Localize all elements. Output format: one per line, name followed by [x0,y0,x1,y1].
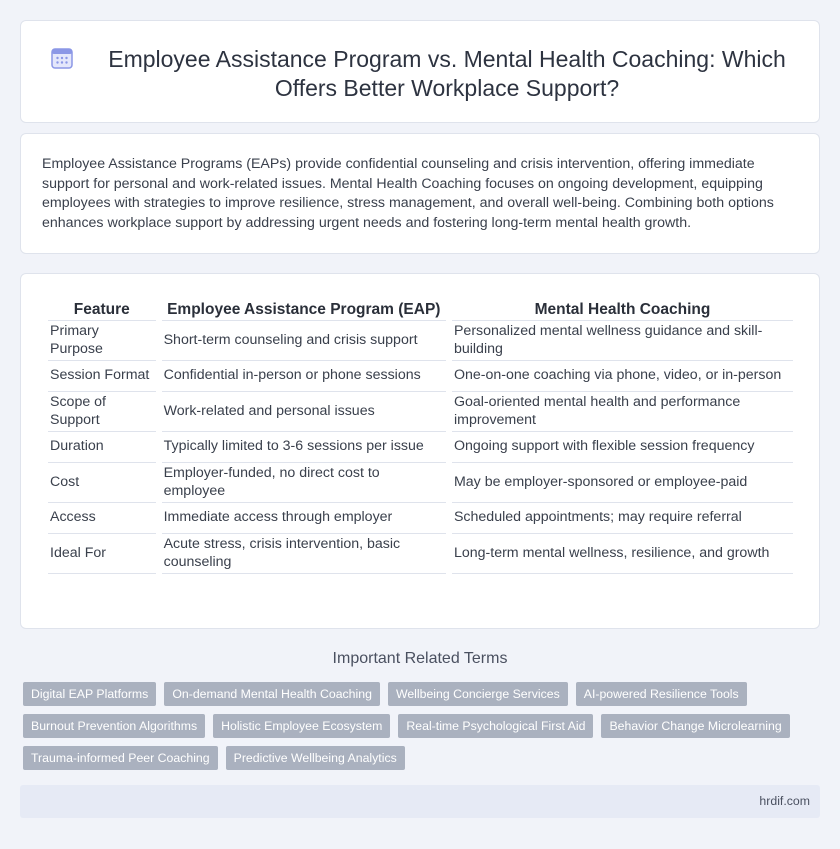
tag-wellbeing-concierge[interactable]: Wellbeing Concierge Services [388,682,568,706]
feature-cell: Cost [48,463,156,503]
comparison-table [42,293,799,574]
feature-cell: Primary Purpose [48,321,156,361]
calendar-icon [49,45,75,71]
table-header-row [48,293,793,321]
tag-digital-eap-platforms[interactable]: Digital EAP Platforms [23,682,156,706]
table-row [48,392,793,432]
header-feature: Feature [48,293,156,321]
tag-burnout-prevention[interactable]: Burnout Prevention Algorithms [23,714,205,738]
footer-site[interactable]: hrdif.com [759,794,810,808]
header-coaching: Mental Health Coaching [452,293,793,321]
table-row [48,463,793,503]
tag-peer-coaching[interactable]: Trauma-informed Peer Coaching [23,746,218,770]
table-row [48,503,793,534]
tag-ai-resilience-tools[interactable]: AI-powered Resilience Tools [576,682,747,706]
coaching-cell: One-on-one coaching via phone, video, or in-person [452,361,793,392]
title-card [20,20,820,123]
eap-cell: Acute stress, crisis intervention, basic counseling [162,534,446,574]
tag-predictive-analytics[interactable]: Predictive Wellbeing Analytics [226,746,405,770]
coaching-cell: May be employer-sponsored or employee-paid [452,463,793,503]
related-terms-tags [23,682,803,770]
table-row [48,534,793,574]
footer [20,785,820,818]
feature-cell: Session Format [48,361,156,392]
tag-behavior-microlearning[interactable]: Behavior Change Microlearning [601,714,789,738]
header-eap: Employee Assistance Program (EAP) [162,293,446,321]
feature-cell: Duration [48,432,156,463]
feature-cell: Scope of Support [48,392,156,432]
coaching-cell: Ongoing support with flexible session frequency [452,432,793,463]
tag-psychological-first-aid[interactable]: Real-time Psychological First Aid [398,714,593,738]
intro-card [20,133,820,254]
intro-paragraph: Employee Assistance Programs (EAPs) provide confidential counseling and crisis intervention, offering immediate support for personal and work-related issues. Mental Health Coaching focuses on ongoing development, equipping employees with strategies to improve resilience, stress management, and overall well-being. Combining both options enhances workplace support by addressing urgent needs and fostering long-term mental health growth. [42,156,774,231]
feature-cell: Access [48,503,156,534]
page-title: Employee Assistance Program vs. Mental Health Coaching: Which Offers Better Workplace Support? [108,46,786,101]
tag-on-demand-coaching[interactable]: On-demand Mental Health Coaching [164,682,380,706]
comparison-card [20,273,820,629]
coaching-cell: Personalized mental wellness guidance and skill-building [452,321,793,361]
eap-cell: Work-related and personal issues [162,392,446,432]
table-row [48,321,793,361]
coaching-cell: Long-term mental wellness, resilience, and growth [452,534,793,574]
table-row [48,361,793,392]
coaching-cell: Scheduled appointments; may require referral [452,503,793,534]
eap-cell: Confidential in-person or phone sessions [162,361,446,392]
eap-cell: Typically limited to 3-6 sessions per issue [162,432,446,463]
eap-cell: Short-term counseling and crisis support [162,321,446,361]
table-row [48,432,793,463]
related-terms-title: Important Related Terms [332,650,508,667]
feature-cell: Ideal For [48,534,156,574]
eap-cell: Immediate access through employer [162,503,446,534]
tag-holistic-ecosystem[interactable]: Holistic Employee Ecosystem [213,714,390,738]
eap-cell: Employer-funded, no direct cost to employee [162,463,446,503]
coaching-cell: Goal-oriented mental health and performance improvement [452,392,793,432]
